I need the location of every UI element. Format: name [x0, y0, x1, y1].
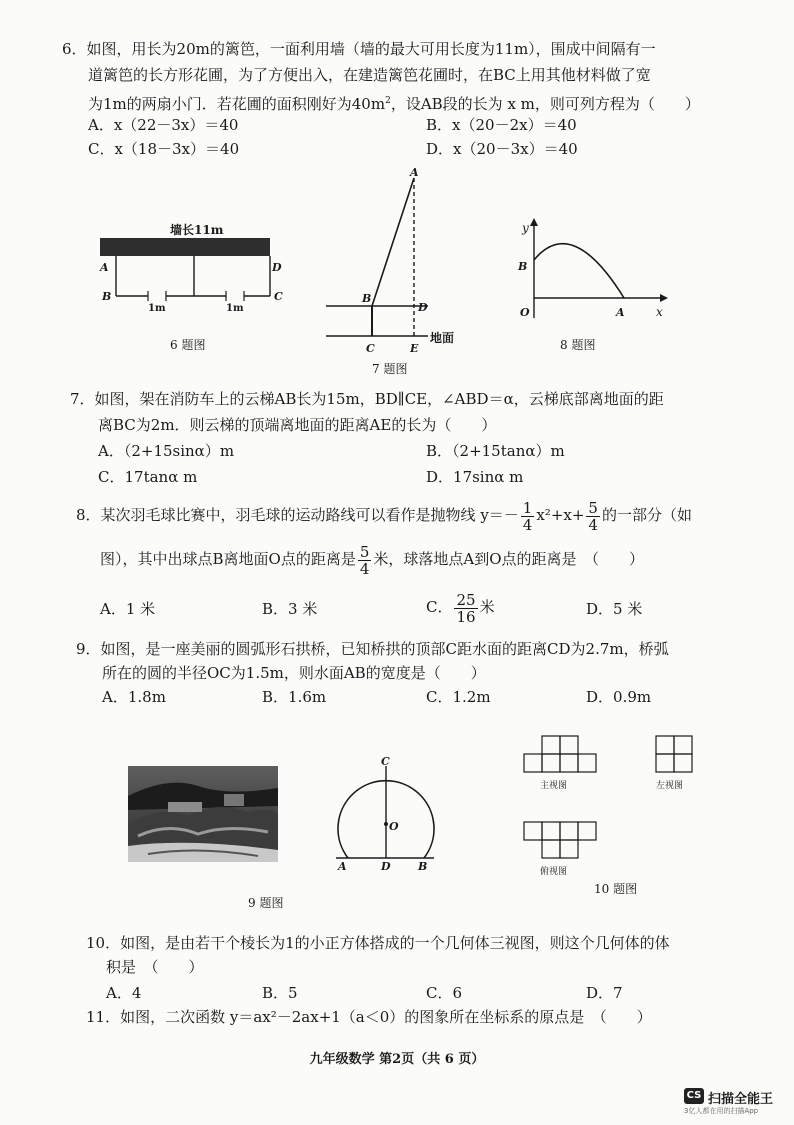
fig6-caption: 6 题图	[170, 338, 206, 352]
fig7-label-d: D	[418, 301, 428, 314]
fig7-label-b: B	[362, 292, 372, 305]
q7-option-c[interactable]: C．17tanα m	[98, 468, 198, 486]
fig8-label-a: A	[616, 306, 625, 319]
q8-frac-five-quarters: $\frac{5}{4}$	[588, 498, 598, 534]
q6-option-b[interactable]: B．x（20－2x）＝40	[426, 116, 577, 134]
fig8-diagram	[510, 212, 670, 327]
fig9-label-d: D	[381, 860, 391, 873]
fig6-wall-label: 墙长11m	[170, 223, 224, 237]
q9-option-b[interactable]: B．1.6m	[262, 688, 327, 706]
q6-line3: 为1m的两扇小门．若花圃的面积刚好为$40m^2$，设AB段的长为 x m，则可列方程为（ ）	[88, 95, 700, 113]
q10-option-c[interactable]: C．6	[426, 984, 463, 1002]
fig8-label-b: B	[518, 260, 528, 273]
q9-line1: 9．如图，是一座美丽的圆弧形石拱桥，已知桥拱的顶部C距水面的距离CD为2.7m，桥弧	[76, 640, 669, 658]
scanner-logo-tagline: 3亿人都在用的扫描App	[684, 1107, 759, 1115]
fig6-label-a: A	[100, 261, 109, 274]
fig9-label-c: C	[381, 756, 390, 768]
fig7-diagram	[318, 168, 478, 358]
q7-line1: 7．如图，架在消防车上的云梯AB长为15m，BD∥CE，∠ABD＝α，云梯底部离地面的距	[70, 390, 664, 408]
fig7-ground-label: 地面	[430, 331, 455, 345]
fig9-diagram	[326, 756, 442, 876]
fig6-label-c: C	[274, 290, 283, 303]
q10-option-b[interactable]: B．5	[262, 984, 298, 1002]
wall-rect	[100, 238, 270, 256]
q6-option-c[interactable]: C．x（18－3x）＝40	[88, 140, 240, 158]
q9-option-a[interactable]: A．1.8m	[102, 688, 166, 706]
fig8-label-x: x	[656, 305, 663, 319]
fig6-label-b: B	[102, 290, 112, 303]
top-view-label: 俯视图	[540, 867, 568, 877]
q7-option-b[interactable]: B．（2+15tanα）m	[426, 442, 565, 460]
q7-option-a[interactable]: A．（2+15sinα）m	[98, 442, 235, 460]
top-view	[524, 822, 596, 858]
front-view-label: 主视图	[540, 781, 568, 791]
q8-frac-quarter-a: $\frac{1}{4}$	[522, 498, 533, 534]
q9-line2: 所在的圆的半径OC为1.5m，则水面AB的宽度是（ ）	[102, 664, 486, 682]
q6-line2: 道篱笆的长方形花圃，为了方便出入，在建造篱笆花圃时，在BC上用其他材料做了宽	[88, 66, 651, 84]
q7-option-d[interactable]: D．17sinα m	[426, 468, 524, 486]
fig6-door2-label: 1m	[226, 303, 244, 314]
q8-option-d[interactable]: D．5 米	[586, 600, 643, 618]
q6-option-a[interactable]: A．x（22－3x）＝40	[88, 116, 239, 134]
scanner-logo-name: 扫描全能王	[708, 1092, 774, 1107]
fig7-label-a: A	[410, 168, 419, 179]
fig7-label-c: C	[366, 342, 375, 355]
q8-option-b[interactable]: B．3 米	[262, 600, 318, 618]
q8-frac-height: $\frac{5}{4}$	[359, 542, 370, 578]
q8-line2: 图），其中出球点B离地面O点的距离是 $\frac{5}{4}$ 米，球落地点A到O点的距离是 （ ）	[100, 542, 645, 578]
q8-option-a[interactable]: A．1 米	[100, 600, 156, 618]
q6-option-d[interactable]: D．x（20－3x）＝40	[426, 140, 578, 158]
q8-frac-option-c: $\frac{25}{16}$	[456, 590, 476, 626]
fig7-caption: 7 题图	[372, 362, 408, 376]
q11-line1: 11．如图，二次函数 y＝ax²－2ax+1（a＜0）的图象所在坐标系的原点是 （ ）	[86, 1008, 652, 1026]
q9-option-c[interactable]: C．1.2m	[426, 688, 491, 706]
q10-line1: 10．如图，是由若干个棱长为1的小正方体搭成的一个几何体三视图，则这个几何体的体	[86, 934, 670, 952]
q8-line1: 8．某次羽毛球比赛中，羽毛球的运动路线可以看作是抛物线 y＝－ $\frac{1}{4}$ x²+x+ $\frac{5}{4}$ 的一部分（如	[76, 498, 692, 534]
fig9-label-a: A	[338, 860, 347, 873]
fig6-label-d: D	[272, 261, 282, 274]
left-view-label: 左视图	[656, 781, 684, 791]
fig8-caption: 8 题图	[560, 338, 596, 352]
fig7-label-e: E	[410, 342, 419, 355]
scanner-logo-icon: CS	[684, 1088, 704, 1104]
fig6-diagram	[90, 218, 290, 318]
fig9-caption: 9 题图	[248, 896, 284, 910]
q8-option-c[interactable]: C． $\frac{25}{16}$ 米	[426, 590, 495, 626]
q7-line2: 离BC为2m．则云梯的顶端离地面的距离AE的长为（ ）	[98, 416, 497, 434]
fig10-caption: 10 题图	[594, 882, 638, 896]
fig8-label-o: O	[520, 306, 530, 319]
fig9-label-b: B	[418, 860, 428, 873]
q10-option-d[interactable]: D．7	[586, 984, 623, 1002]
q10-line2: 积是 （ ）	[106, 958, 204, 976]
q6-line1: 6．如图，用长为20m的篱笆，一面利用墙（墙的最大可用长度为11m），围成中间隔有一	[62, 40, 656, 58]
fig6-door1-label: 1m	[148, 303, 166, 314]
q10-option-a[interactable]: A．4	[106, 984, 142, 1002]
page-footer: 九年级数学 第2页（共 6 页）	[309, 1052, 485, 1067]
front-view	[524, 736, 596, 772]
q9-option-d[interactable]: D．0.9m	[586, 688, 652, 706]
fig8-label-y: y	[522, 221, 529, 235]
left-view	[656, 736, 692, 772]
bridge-photo	[128, 766, 278, 862]
fig10-diagram	[520, 728, 710, 878]
fig9-label-o: O	[389, 820, 399, 833]
